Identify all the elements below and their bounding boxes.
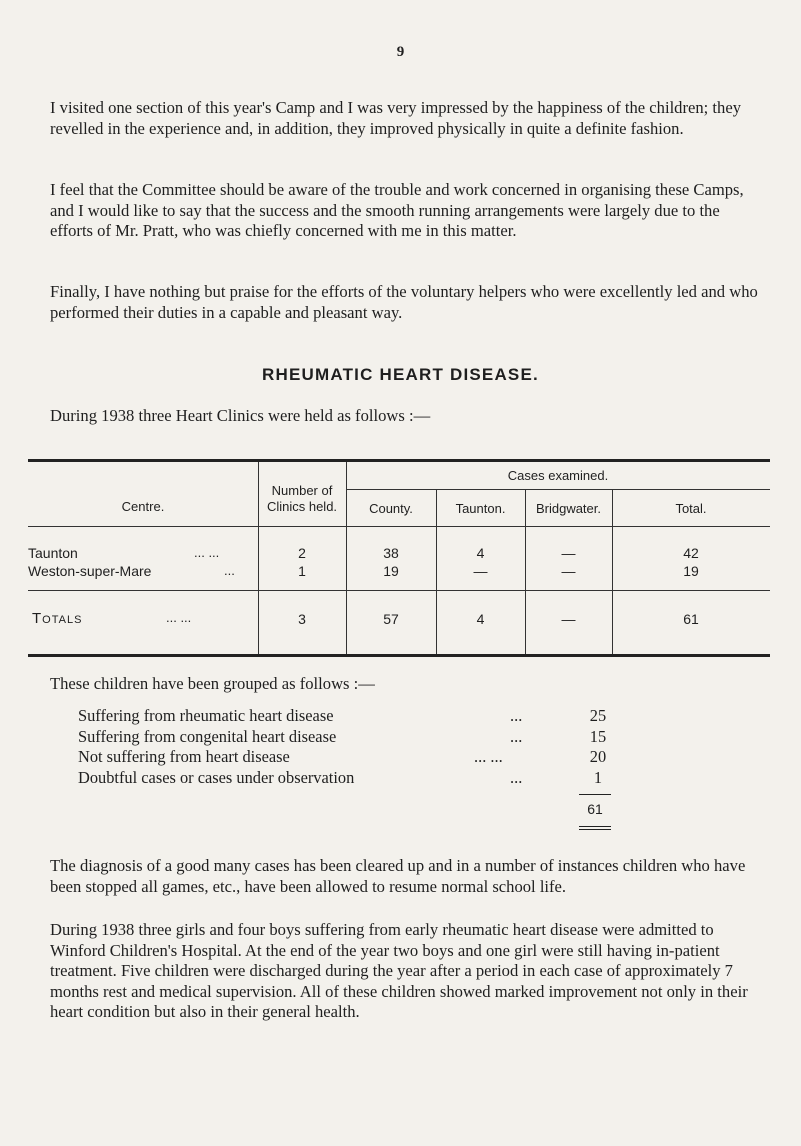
paragraph-diagnosis: The diagnosis of a good many cases has been cleared up and in a number of instances children who have been stopped all games, etc., have been allowed to resume normal school life. [50, 856, 746, 896]
totals-bridgwater: — [561, 611, 576, 627]
header-clinics-line2: Clinics held. [266, 499, 338, 514]
group-label: Suffering from congenital heart disease [78, 726, 337, 746]
list-item [78, 727, 618, 748]
totals-total: 61 [683, 611, 699, 627]
row-taunton-total: 42 [683, 545, 699, 561]
group-value: 20 [589, 747, 607, 766]
group-dots: ... ... [474, 747, 503, 766]
totals-taunton: 4 [476, 611, 485, 627]
header-cases-examined: Cases examined. [507, 468, 609, 483]
sum-rule [579, 794, 611, 795]
row-weston-total: 19 [683, 563, 699, 579]
group-label: Suffering from rheumatic heart disease [78, 706, 334, 725]
row-taunton-centre: Taunton [28, 545, 78, 561]
group-label: Not suffering from heart disease [78, 747, 290, 766]
table-bottom-rule [28, 654, 770, 657]
group-dots: ... [510, 767, 523, 787]
cases-subheader-rule [346, 489, 770, 490]
header-taunton: Taunton. [455, 501, 506, 516]
group-value: 1 [593, 767, 603, 787]
header-total: Total. [675, 501, 707, 516]
group-dots: ... [510, 726, 523, 746]
heart-clinics-table [28, 459, 770, 659]
row-weston-dots: ... [224, 563, 235, 578]
groups-total: 61 [587, 801, 603, 817]
totals-county: 57 [383, 611, 399, 627]
header-clinics-line1: Number of [271, 483, 333, 498]
section-heading: RHEUMATIC HEART DISEASE. [262, 365, 539, 384]
paragraph-intro: During 1938 three Heart Clinics were held as follows :— [50, 406, 431, 425]
totals-dots: ... ... [166, 610, 192, 625]
header-bridgwater: Bridgwater. [535, 501, 602, 516]
paragraph-camp-visit: I visited one section of this year's Camp and I was very impressed by the happiness of the children; they revelled in the experience and, in addition, they improved physically in quite a definite fashion. [50, 98, 741, 138]
double-rule-bottom [579, 829, 611, 830]
group-value: 25 [589, 706, 607, 725]
row-taunton-county: 38 [383, 545, 399, 561]
totals-clinics: 3 [298, 611, 306, 627]
paragraph-committee: I feel that the Committee should be aware of the trouble and work concerned in organising these Camps, and I would like to say that the success and the smooth running arrangements were largely due to the efforts of Mr. Pratt, who was chiefly concerned with me in this matter. [50, 180, 744, 240]
group-value: 15 [589, 726, 607, 746]
list-item [78, 706, 618, 727]
page-number: 9 [396, 44, 405, 60]
list-item [78, 747, 618, 768]
header-centre: Centre. [121, 499, 165, 514]
totals-label: Totals [32, 610, 83, 627]
row-taunton-taunton: 4 [476, 545, 485, 561]
table-top-rule [28, 459, 770, 462]
row-weston-taunton: — [473, 563, 488, 579]
row-weston-bridgwater: — [561, 563, 576, 579]
group-dots: ... [510, 706, 523, 725]
double-rule-top [579, 826, 611, 827]
row-weston-county: 19 [383, 563, 399, 579]
paragraph-hospital: During 1938 three girls and four boys suffering from early rheumatic heart disease were admitted to Winford Children's Hospital. At the end of the year two boys and one girl were still having in-patient treatment. Five children were discharged during the year after a period in each case of approximately 7 months rest and medical supervision. All of these children showed marked improvement not only in their heart condition but also in their general health. [50, 920, 748, 1021]
row-taunton-dots: ... ... [194, 545, 220, 560]
row-weston-clinics: 1 [298, 563, 306, 579]
totals-top-rule [28, 590, 770, 591]
row-taunton-bridgwater: — [561, 545, 576, 561]
grouping-list [78, 706, 618, 788]
list-item [78, 768, 618, 789]
paragraph-grouped: These children have been grouped as follows :— [50, 674, 375, 693]
row-weston-centre: Weston-super-Mare [28, 563, 152, 579]
header-county: County. [369, 501, 413, 516]
group-label: Doubtful cases or cases under observation [78, 767, 355, 787]
paragraph-voluntary-helpers: Finally, I have nothing but praise for the efforts of the voluntary helpers who were excellently led and who performed their duties in a capable and pleasant way. [50, 282, 758, 322]
header-bottom-rule [28, 526, 770, 527]
row-taunton-clinics: 2 [298, 545, 306, 561]
